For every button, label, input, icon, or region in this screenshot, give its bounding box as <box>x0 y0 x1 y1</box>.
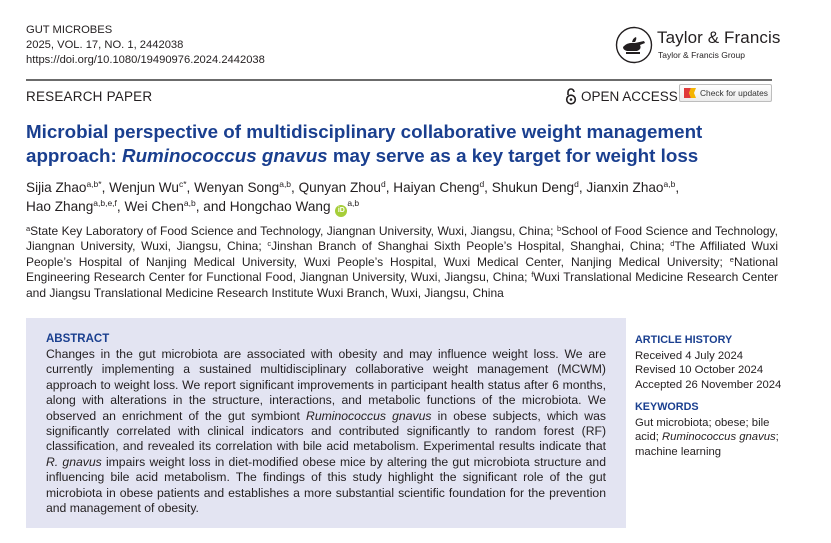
author-list: Sijia Zhao$^{a,b*}$, Wenjun $Wu^{c*}$, Wenyan Song$^{a,b}$, Qunyan Zhou$^d$, Haiyan Cheng$^d$, Shukun Deng$^d$, Jianxin Zhao$^{a,b}$, Hao Zhang$^{a,b,e,f}$, Wei Chen$^{a,b}$, and Hongchao Wang iD$^{a,b}$ <box>26 178 786 217</box>
author[interactable]: Hao Zhang$^{a,b,e,f}$ <box>26 198 117 214</box>
volume-line: 2025, VOL. 17, NO. 1, 2442038 <box>26 39 184 51</box>
publisher-group: Taylor & Francis Group <box>658 50 745 60</box>
paper-title <box>26 120 786 168</box>
journal-name: GUT MICROBES <box>26 24 113 36</box>
received-date: Received 4 July 2024 <box>635 349 744 362</box>
abstract-box <box>26 318 626 528</box>
publisher-name: Taylor & Francis <box>657 28 781 47</box>
paper-type: RESEARCH PAPER <box>26 89 153 104</box>
keywords-text: Gut microbiota; obese; bile acid; Ruminococcus gnavus; machine learning <box>635 416 779 458</box>
check-updates-button[interactable] <box>679 84 772 102</box>
abstract-text: Changes in the gut microbiota are associated with obesity and may influence weight loss. We are currently implementing a sustained multidisciplinary collaborative weight management (MCWM) approach to weight loss. We report significant improvements in participant health status after 6 months, along with alterations in the structure, interactions, and metabolic functions of the microbiota. We observed an enrichment of the gut symbiont Ruminococcus gnavus in obese subjects, which was significantly correlated with clinical indicators and contributed significantly to random forest (RF) classification, and revealed its correlation with bile acid metabolism. Experimental results indicate that R. gnavus impairs weight loss in diet-modified obese mice by altering the gut microbiota structure and influencing bile acid metabolism. The findings of this study highlight the significant role of the gut microbiota in obese patients and establishes a more substantial scientific foundation for the prevention and management of obesity. <box>46 347 606 516</box>
article-history-heading: ARTICLE HISTORY <box>635 334 733 346</box>
author[interactable]: Shukun Deng$^d$ <box>491 179 579 195</box>
open-access-label: OPEN ACCESS <box>581 88 678 104</box>
title-line-2-pre: approach: <box>26 145 123 166</box>
revised-date: Revised 10 October 2024 <box>635 364 764 377</box>
title-line-1: Microbial perspective of multidisciplinary collaborative weight management <box>26 121 703 142</box>
abstract-heading: ABSTRACT <box>46 333 110 345</box>
author[interactable]: Wenyan Song$^{a,b}$ <box>194 179 292 195</box>
accepted-date: Accepted 26 November 2024 <box>635 378 782 391</box>
author[interactable]: Hongchao Wang iD$^{a,b}$ <box>230 199 359 214</box>
check-updates-icon <box>683 87 697 99</box>
open-access-badge <box>565 87 678 105</box>
author[interactable]: Wei Chen$^{a,b}$ <box>124 198 196 214</box>
title-line-2-post: may serve as a key target for weight loss <box>327 145 699 166</box>
author[interactable]: Sijia Zhao$^{a,b*}$ <box>26 179 102 195</box>
author[interactable]: Wenjun $Wu^{c*}$ <box>109 179 187 195</box>
open-lock-icon <box>565 88 577 105</box>
article-history <box>635 333 785 392</box>
orcid-icon[interactable]: iD <box>335 205 347 217</box>
affiliations: $^a$State Key Laboratory of Food Science and Technology, Jiangnan University, Wuxi, Jiangsu, China; $^b$School of Food Science and Technology, Jiangnan University, Wuxi, Jiangsu, China; $^c$Jinshan Branch of Shanghai Sixth People’s Hospital, Shanghai, China; $^d$The Affiliated Wuxi People’s Hospital of Nanjing Medical University, Wuxi People’s Hospital, Wuxi Medical Center, Nanjing Medical University; $^e$National Engineering Research Center for Functional Food, Jiangnan University, Wuxi, Jiangsu, China; $^f$Wuxi Translational Medicine Research Center and Jiangsu Translational Medicine Research Institute Wuxi Branch, Wuxi, Jiangsu, China <box>26 224 778 300</box>
doi-link[interactable]: https://doi.org/10.1080/19490976.2024.2442038 <box>26 54 265 66</box>
keywords <box>635 400 785 459</box>
publisher-logo[interactable] <box>615 26 795 72</box>
title-species: Ruminococcus gnavus <box>122 145 328 166</box>
author[interactable]: Qunyan Zhou$^d$ <box>298 179 386 195</box>
author[interactable]: Jianxin Zhao$^{a,b}$ <box>586 179 676 195</box>
keywords-heading: KEYWORDS <box>635 401 699 413</box>
header-divider <box>26 79 772 81</box>
author[interactable]: Haiyan Cheng$^d$ <box>393 179 485 195</box>
lamp-icon <box>615 26 653 64</box>
check-updates-label: Check for updates <box>700 88 768 98</box>
journal-info <box>26 23 265 68</box>
